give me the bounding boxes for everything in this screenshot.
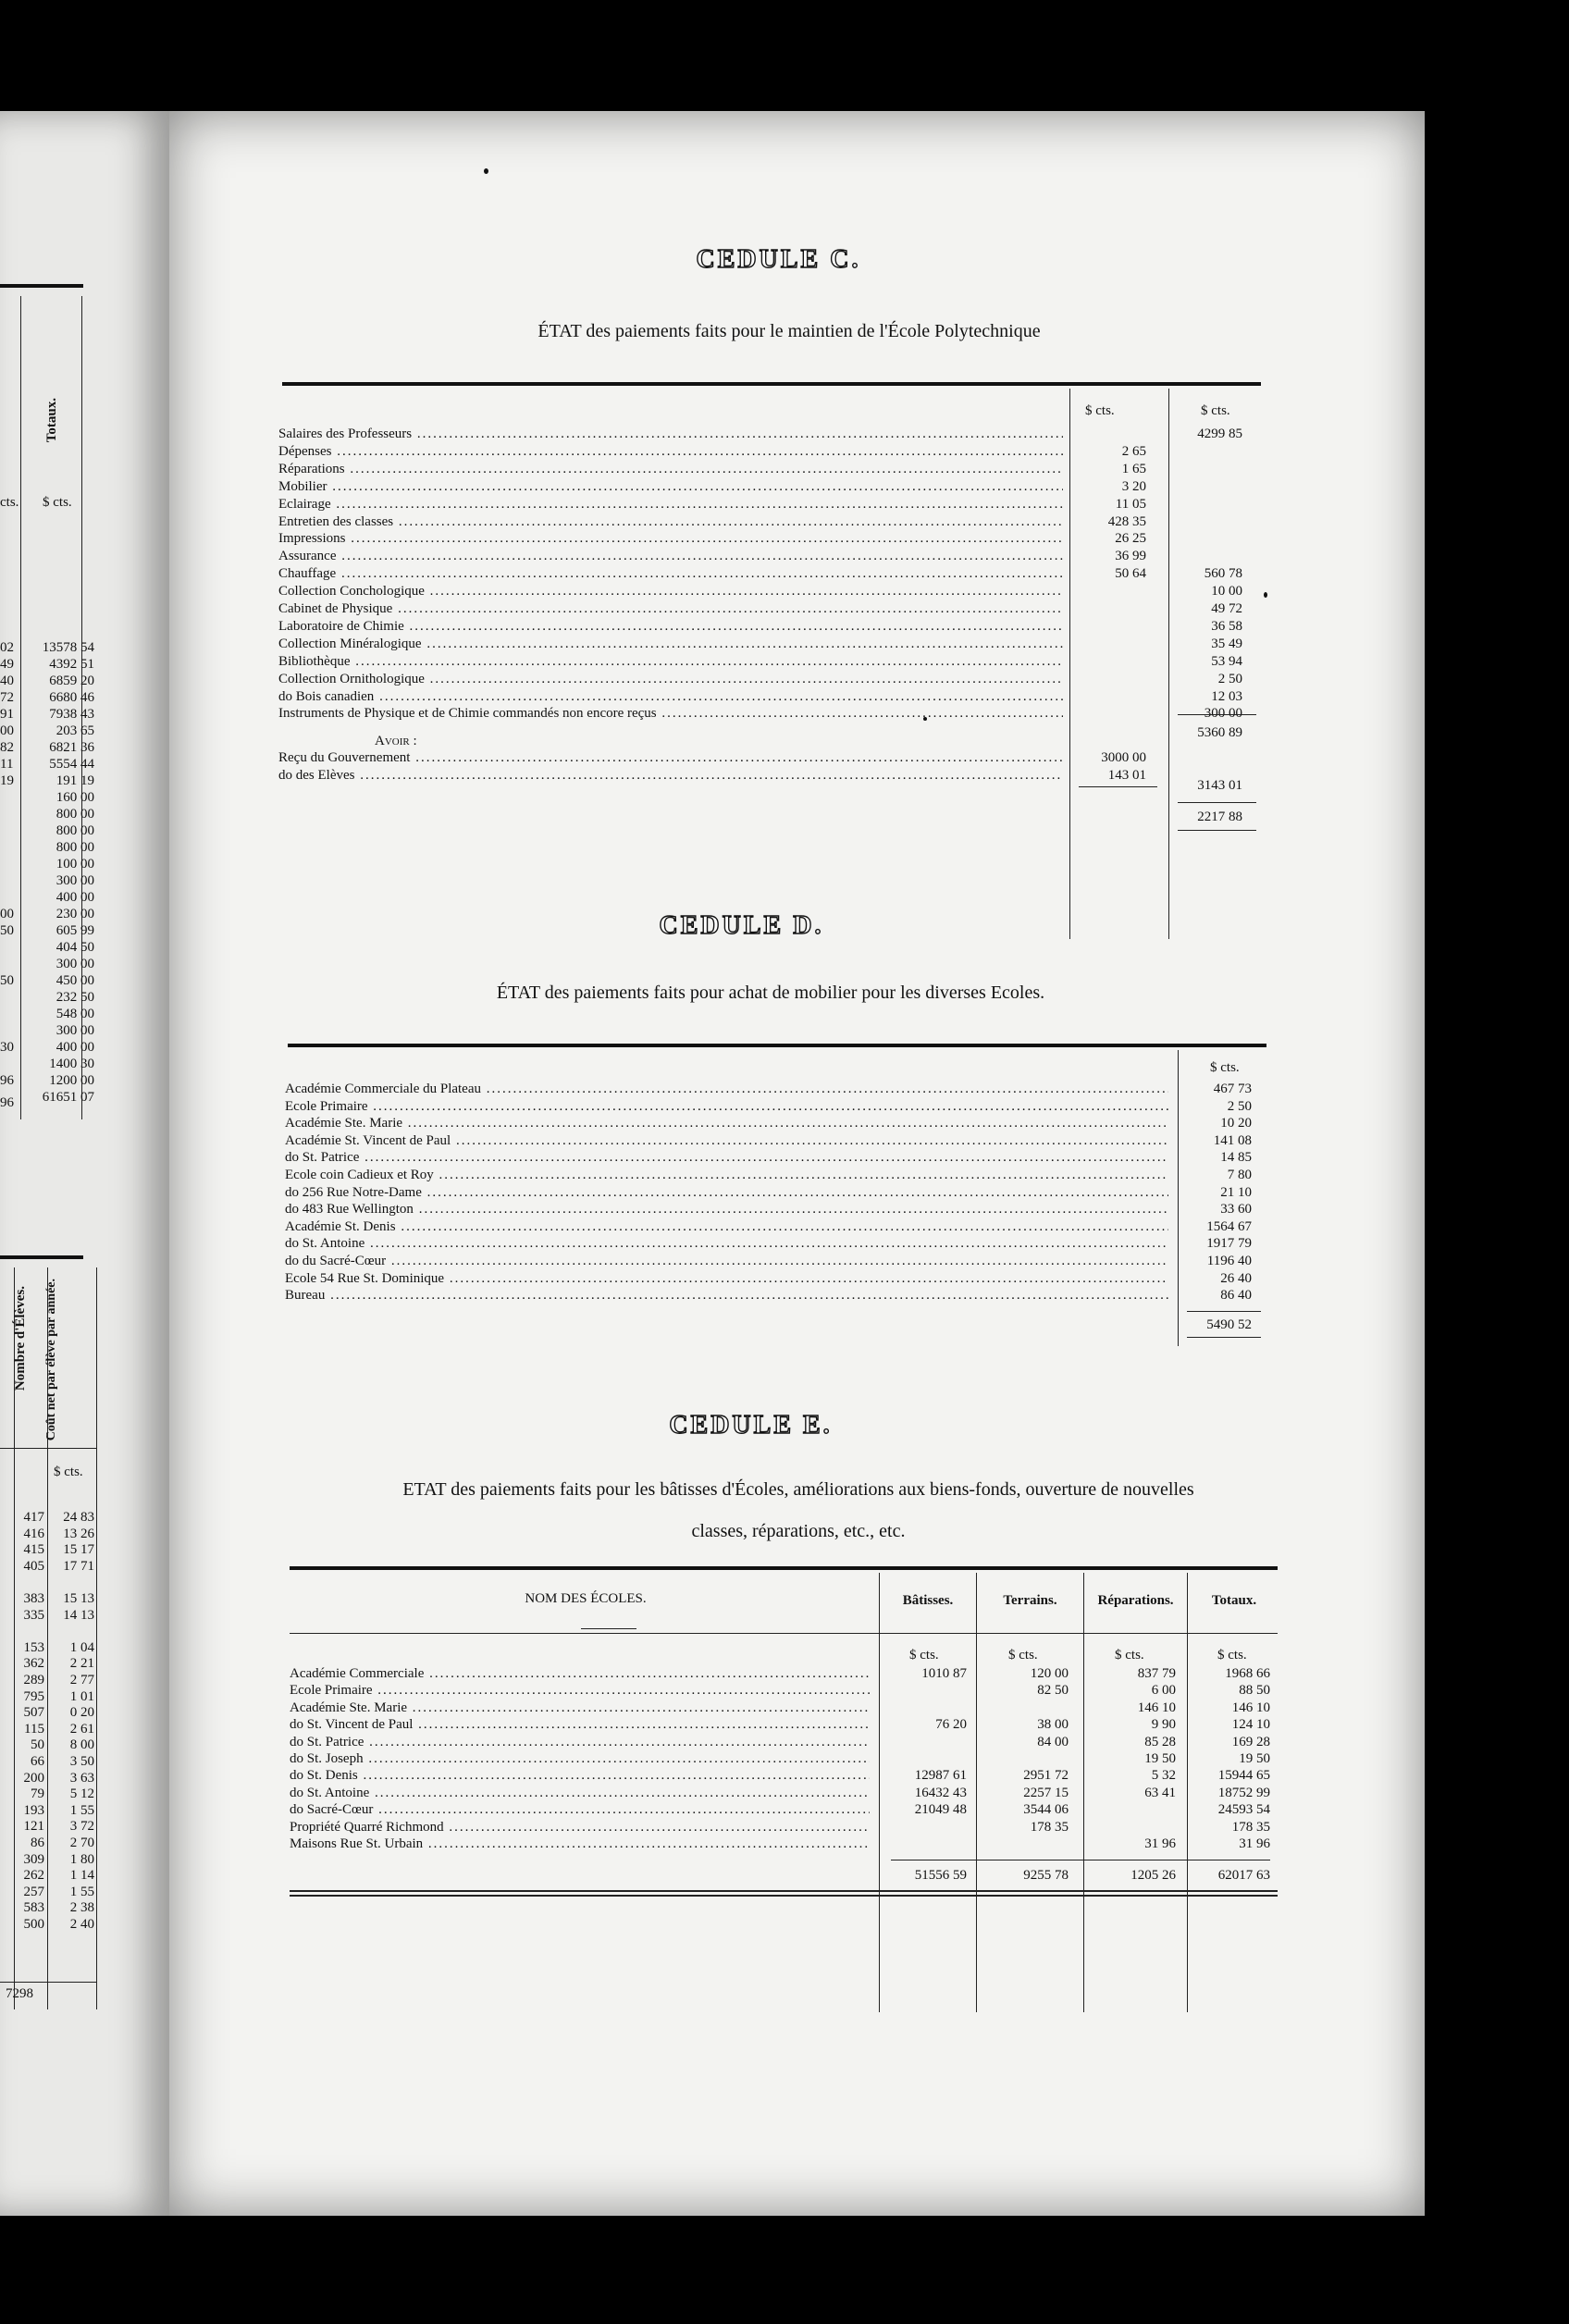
left-cout-value: 3 63 bbox=[69, 1770, 94, 1786]
left-totaux-value: 800 00 bbox=[56, 840, 94, 855]
row-value: 33 60 bbox=[1220, 1202, 1252, 1218]
left-eleves-value: 583 bbox=[23, 1900, 44, 1916]
row-value-reparations: 5 32 bbox=[1151, 1768, 1176, 1784]
cedule-e-total-terrains: 9255 78 bbox=[1023, 1868, 1069, 1883]
left-prev-value: 00 bbox=[0, 723, 14, 738]
row-value-reparations: 31 96 bbox=[1144, 1836, 1176, 1851]
row-value-totaux: 19 50 bbox=[1239, 1751, 1270, 1766]
table-row bbox=[278, 767, 1167, 785]
row-value-col1: 11 05 bbox=[1115, 496, 1146, 512]
row-value-batisses: 16432 43 bbox=[914, 1785, 967, 1800]
left-prev-value: 00 bbox=[0, 907, 14, 921]
left-totaux-value: 400 00 bbox=[56, 890, 94, 905]
cedule-c-col1-header: $ cts. bbox=[1085, 403, 1115, 418]
left-prev-value: 49 bbox=[0, 657, 14, 672]
left-header-eleves: Nombre d'Élèves. bbox=[13, 1286, 28, 1391]
row-value-totaux: 15944 65 bbox=[1217, 1768, 1270, 1784]
table-row bbox=[290, 1785, 1270, 1802]
table-row bbox=[285, 1184, 1266, 1202]
row-value: 7 80 bbox=[1227, 1168, 1252, 1182]
row-value: 86 40 bbox=[1220, 1288, 1252, 1304]
left-prev-value: 40 bbox=[0, 674, 14, 688]
left-eleves-value: 795 bbox=[23, 1688, 44, 1704]
row-value: 1564 67 bbox=[1206, 1218, 1252, 1234]
left-eleves-value: 405 bbox=[23, 1558, 44, 1574]
row-label: do St. Vincent de Paul ..... bbox=[290, 1716, 870, 1734]
left-totaux-value: 400 00 bbox=[56, 1040, 94, 1055]
left-prev-value: 72 bbox=[0, 690, 14, 705]
row-value: 141 08 bbox=[1213, 1132, 1252, 1148]
left-eleves-value: 417 bbox=[23, 1510, 44, 1525]
left-totaux-value: 548 00 bbox=[56, 1007, 94, 1021]
table-row bbox=[285, 1218, 1266, 1236]
row-label: do du Sacré-Cœur ..... bbox=[285, 1253, 1168, 1270]
cedule-e-header-terrains: Terrains. bbox=[1003, 1593, 1057, 1608]
row-value-col1: 1 65 bbox=[1121, 461, 1146, 476]
row-value-totaux: 24593 54 bbox=[1217, 1802, 1270, 1818]
row-value-col2: 35 49 bbox=[1211, 636, 1242, 651]
left-cout-value: 2 40 bbox=[69, 1917, 94, 1932]
cedule-e-header-reparations: Réparations. bbox=[1097, 1593, 1174, 1608]
row-value: 21 10 bbox=[1220, 1184, 1252, 1200]
left-cout-value: 2 70 bbox=[69, 1836, 94, 1850]
left-prev-value: 30 bbox=[0, 1040, 14, 1055]
row-value-totaux: 31 96 bbox=[1239, 1836, 1270, 1851]
row-value-totaux: 88 50 bbox=[1239, 1683, 1270, 1699]
left-totaux-value: 13578 54 bbox=[42, 640, 94, 655]
left-cout-value: 1 14 bbox=[69, 1868, 94, 1884]
cedule-c-avoir-label: Avoir : bbox=[375, 734, 417, 748]
left-cout-value: 15 17 bbox=[63, 1542, 94, 1558]
row-label: Collection Conchologique ..... bbox=[278, 583, 1063, 600]
left-eleves-value: 309 bbox=[23, 1851, 44, 1867]
row-value-totaux: 178 35 bbox=[1231, 1819, 1270, 1835]
table-row bbox=[290, 1734, 1270, 1751]
row-label: Mobilier ..... bbox=[278, 478, 1063, 496]
row-value: 26 40 bbox=[1220, 1270, 1252, 1286]
cedule-e-total-reparations: 1205 26 bbox=[1130, 1868, 1176, 1883]
row-value-col1: 26 25 bbox=[1115, 531, 1146, 547]
document-page bbox=[169, 111, 1425, 2216]
left-eleves-value: 335 bbox=[23, 1607, 44, 1623]
row-label: do St. Patrice ..... bbox=[285, 1149, 1168, 1167]
cedule-e-subtitle-line1: ETAT des paiements faits pour les bâtisses d'Écoles, améliorations aux biens-fonds, ouverture de nouvelles bbox=[402, 1479, 1194, 1500]
row-label: Ecole 54 Rue St. Dominique ..... bbox=[285, 1270, 1168, 1288]
row-value-col2: 300 00 bbox=[1204, 706, 1242, 722]
row-value-batisses: 21049 48 bbox=[914, 1802, 967, 1818]
row-label: do St. Patrice ..... bbox=[290, 1734, 870, 1751]
row-value-terrains: 38 00 bbox=[1037, 1717, 1069, 1733]
row-label: do St. Antoine ..... bbox=[290, 1785, 870, 1802]
left-eleves-value: 500 bbox=[23, 1917, 44, 1932]
table-row bbox=[278, 496, 1259, 513]
row-label: Eclairage ..... bbox=[278, 496, 1063, 513]
left-totaux-value: 605 99 bbox=[56, 923, 94, 938]
cedule-c-title: CEDULE C. bbox=[696, 245, 861, 274]
left-eleves-value: 200 bbox=[23, 1770, 44, 1786]
left-totaux-value: 300 00 bbox=[56, 1023, 94, 1038]
row-label: Entretien des classes ..... bbox=[278, 513, 1063, 531]
left-cout-value: 0 20 bbox=[69, 1705, 94, 1721]
row-value-totaux: 1968 66 bbox=[1225, 1666, 1270, 1681]
left-cout-value: 8 00 bbox=[69, 1737, 94, 1753]
table-row bbox=[285, 1115, 1266, 1132]
left-page-fragment bbox=[0, 111, 172, 2216]
left-totaux-value: 800 00 bbox=[56, 823, 94, 838]
row-label: Dépenses ..... bbox=[278, 443, 1063, 461]
row-label: Collection Ornithologique ..... bbox=[278, 671, 1063, 688]
left-prev-value: 50 bbox=[0, 923, 14, 938]
cedule-e-total-totaux: 62017 63 bbox=[1217, 1868, 1270, 1883]
row-value-terrains: 84 00 bbox=[1037, 1734, 1069, 1749]
row-label: Impressions ..... bbox=[278, 530, 1063, 548]
row-value-col1: 2 65 bbox=[1121, 443, 1146, 459]
row-value-totaux: 146 10 bbox=[1231, 1700, 1270, 1715]
row-label: do 483 Rue Wellington ..... bbox=[285, 1201, 1168, 1218]
table-row bbox=[285, 1287, 1266, 1304]
table-row bbox=[290, 1700, 1270, 1717]
left-totaux-value: 5554 44 bbox=[49, 757, 94, 772]
table-row bbox=[290, 1767, 1270, 1785]
row-label: Réparations ..... bbox=[278, 461, 1063, 478]
cedule-e-title: CEDULE E. bbox=[669, 1411, 833, 1440]
left-eleves-value: 193 bbox=[23, 1802, 44, 1818]
row-value-col2: 4299 85 bbox=[1197, 426, 1242, 441]
left-prev-value: 02 bbox=[0, 640, 14, 655]
left-thick-rule-2 bbox=[0, 1255, 83, 1259]
left-cout-value: 14 13 bbox=[63, 1607, 94, 1623]
left-totaux-value: 1200 00 bbox=[49, 1073, 94, 1088]
left-cout-value: 2 21 bbox=[69, 1656, 94, 1672]
left-cout-value: 1 04 bbox=[69, 1639, 94, 1655]
table-row bbox=[285, 1253, 1266, 1270]
left-cout-value: 15 13 bbox=[63, 1591, 94, 1606]
row-label: do des Elèves ..... bbox=[278, 767, 1063, 785]
left-thick-rule bbox=[0, 284, 83, 288]
row-value-reparations: 63 41 bbox=[1144, 1785, 1176, 1800]
table-row bbox=[285, 1098, 1266, 1116]
cedule-c-avoir-total: 3143 01 bbox=[1197, 778, 1242, 793]
row-value-col1: 50 64 bbox=[1115, 566, 1146, 582]
left-header-cout-cts: $ cts. bbox=[54, 1465, 83, 1479]
row-value-terrains: 178 35 bbox=[1030, 1819, 1069, 1835]
left-eleves-value: 86 bbox=[31, 1836, 44, 1850]
cedule-c-subtotal: 5360 89 bbox=[1197, 725, 1242, 740]
row-label: Laboratoire de Chimie ..... bbox=[278, 618, 1063, 636]
row-value-col1: 428 35 bbox=[1107, 513, 1146, 529]
left-totaux-value: 1400 30 bbox=[49, 1057, 94, 1071]
table-row bbox=[285, 1167, 1266, 1184]
row-value-col2: 36 58 bbox=[1211, 618, 1242, 634]
row-value-reparations: 9 90 bbox=[1151, 1717, 1176, 1733]
left-header-dollar-cts: $ cts. bbox=[43, 495, 72, 510]
row-label: Cabinet de Physique ..... bbox=[278, 600, 1063, 618]
row-value-reparations: 85 28 bbox=[1144, 1734, 1176, 1749]
left-prev-value: 50 bbox=[0, 973, 14, 988]
table-row bbox=[278, 688, 1259, 706]
row-label: Académie Commerciale ..... bbox=[290, 1665, 870, 1683]
left-prev-value: 11 bbox=[0, 757, 14, 772]
row-label: do Bois canadien ..... bbox=[278, 688, 1063, 706]
left-eleves-value: 115 bbox=[24, 1721, 44, 1737]
cedule-d-subtitle: ÉTAT des paiements faits pour achat de mobilier pour les diverses Ecoles. bbox=[496, 983, 1045, 1003]
left-totaux-value: 450 00 bbox=[56, 973, 94, 988]
table-row bbox=[285, 1149, 1266, 1167]
left-prev-total: 96 bbox=[0, 1095, 14, 1110]
table-row bbox=[278, 653, 1259, 671]
row-value: 14 85 bbox=[1220, 1150, 1252, 1166]
row-label: Bureau ..... bbox=[285, 1287, 1168, 1304]
left-totaux-value: 6821 36 bbox=[49, 740, 94, 755]
row-value-col2: 49 72 bbox=[1211, 601, 1242, 616]
left-header-cts: cts. bbox=[0, 495, 19, 510]
row-value-totaux: 169 28 bbox=[1231, 1734, 1270, 1749]
table-row bbox=[278, 530, 1259, 548]
left-totaux-value: 6680 46 bbox=[49, 690, 94, 705]
left-eleves-value: 507 bbox=[23, 1705, 44, 1721]
row-label: Salaires des Professeurs ..... bbox=[278, 426, 1063, 443]
row-value-col1: 3000 00 bbox=[1101, 750, 1146, 765]
left-totaux-value: 61651 07 bbox=[42, 1090, 94, 1105]
row-label: Académie Ste. Marie ..... bbox=[285, 1115, 1168, 1132]
row-label: Maisons Rue St. Urbain ..... bbox=[290, 1836, 870, 1853]
left-cout-value: 3 50 bbox=[69, 1754, 94, 1769]
row-value: 10 20 bbox=[1220, 1116, 1252, 1131]
table-row bbox=[278, 565, 1259, 583]
row-label: Reçu du Gouvernement ..... bbox=[278, 749, 1063, 767]
left-header-cout: Coût net par élève par année. bbox=[44, 1279, 58, 1441]
left-eleves-value: 362 bbox=[23, 1656, 44, 1672]
cedule-c-col2-header: $ cts. bbox=[1201, 403, 1230, 418]
left-cout-value: 1 80 bbox=[69, 1851, 94, 1867]
left-eleves-value: 66 bbox=[31, 1754, 44, 1769]
row-label: do St. Joseph ..... bbox=[290, 1750, 870, 1768]
row-label: Bibliothèque ..... bbox=[278, 653, 1063, 671]
table-row bbox=[278, 583, 1259, 600]
cedule-e-unit-batisses: $ cts. bbox=[909, 1648, 939, 1663]
table-row bbox=[290, 1819, 1270, 1836]
left-eleves-value: 121 bbox=[23, 1819, 44, 1835]
table-row bbox=[290, 1801, 1270, 1819]
left-eleves-value: 257 bbox=[23, 1884, 44, 1899]
cedule-e-unit-totaux: $ cts. bbox=[1217, 1648, 1247, 1663]
row-value-totaux: 124 10 bbox=[1231, 1717, 1270, 1733]
left-eleves-value: 153 bbox=[23, 1639, 44, 1655]
left-cout-value: 1 55 bbox=[69, 1802, 94, 1818]
row-label: Instruments de Physique et de Chimie commandés non encore reçus ..... bbox=[278, 705, 1063, 723]
left-cout-value: 2 61 bbox=[69, 1721, 94, 1737]
table-row bbox=[285, 1132, 1266, 1150]
cedule-d-title: CEDULE D. bbox=[659, 911, 824, 940]
row-value-reparations: 837 79 bbox=[1137, 1666, 1176, 1681]
table-row bbox=[285, 1235, 1266, 1253]
left-eleves-value: 79 bbox=[31, 1786, 44, 1802]
left-eleves-total: 7298 bbox=[6, 1986, 33, 2001]
left-totaux-value: 4392 51 bbox=[49, 657, 94, 672]
left-cout-value: 2 38 bbox=[69, 1900, 94, 1916]
left-totaux-value: 100 00 bbox=[56, 857, 94, 872]
row-label: Ecole Primaire ..... bbox=[285, 1098, 1168, 1116]
left-eleves-value: 415 bbox=[23, 1542, 44, 1558]
table-row bbox=[278, 636, 1259, 653]
table-row bbox=[285, 1201, 1266, 1218]
left-totaux-value: 7938 43 bbox=[49, 707, 94, 722]
cedule-d-total: 5490 52 bbox=[1206, 1317, 1252, 1332]
row-label: Collection Minéralogique ..... bbox=[278, 636, 1063, 653]
row-label: do 256 Rue Notre-Dame ..... bbox=[285, 1184, 1168, 1202]
row-label: do St. Antoine ..... bbox=[285, 1235, 1168, 1253]
table-row bbox=[290, 1716, 1270, 1734]
left-totaux-value: 230 00 bbox=[56, 907, 94, 921]
table-row bbox=[290, 1682, 1270, 1700]
left-cout-value: 13 26 bbox=[63, 1526, 94, 1541]
cedule-e-total-batisses: 51556 59 bbox=[914, 1868, 967, 1883]
left-totaux-value: 800 00 bbox=[56, 807, 94, 822]
table-row bbox=[290, 1836, 1270, 1853]
left-cout-value: 1 01 bbox=[69, 1688, 94, 1704]
row-value-col1: 36 99 bbox=[1115, 549, 1146, 564]
row-label: Académie Ste. Marie ..... bbox=[290, 1700, 870, 1717]
row-value: 1196 40 bbox=[1206, 1254, 1252, 1268]
row-value-col2: 12 03 bbox=[1211, 688, 1242, 704]
left-totaux-value: 404 50 bbox=[56, 940, 94, 955]
cedule-e-subtitle-line2: classes, réparations, etc., etc. bbox=[691, 1521, 906, 1541]
row-label: Propriété Quarré Richmond ..... bbox=[290, 1819, 870, 1836]
row-value-col1: 143 01 bbox=[1107, 768, 1146, 783]
row-value-col2: 53 94 bbox=[1211, 653, 1242, 669]
left-eleves-value: 262 bbox=[23, 1868, 44, 1884]
row-value-terrains: 2257 15 bbox=[1023, 1785, 1069, 1800]
left-prev-value: 96 bbox=[0, 1073, 14, 1088]
left-totaux-value: 232 50 bbox=[56, 990, 94, 1005]
cedule-e-unit-terrains: $ cts. bbox=[1008, 1648, 1038, 1663]
cedule-c-subtitle: ÉTAT des paiements faits pour le maintien de l'École Polytechnique bbox=[537, 321, 1041, 341]
table-row bbox=[278, 478, 1259, 496]
left-eleves-value: 289 bbox=[23, 1673, 44, 1687]
table-row bbox=[278, 426, 1259, 443]
table-row bbox=[278, 548, 1259, 565]
left-totaux-value: 160 00 bbox=[56, 790, 94, 805]
row-value: 1917 79 bbox=[1206, 1236, 1252, 1252]
table-row bbox=[278, 461, 1259, 478]
row-value-col2: 2 50 bbox=[1217, 671, 1242, 686]
left-eleves-value: 383 bbox=[23, 1591, 44, 1606]
row-value: 2 50 bbox=[1227, 1098, 1252, 1114]
table-row bbox=[278, 749, 1167, 767]
row-value-terrains: 120 00 bbox=[1030, 1666, 1069, 1681]
left-eleves-value: 50 bbox=[31, 1737, 44, 1753]
table-row bbox=[278, 618, 1259, 636]
left-prev-value: 91 bbox=[0, 707, 14, 722]
row-value-terrains: 3544 06 bbox=[1023, 1802, 1069, 1818]
row-value-reparations: 19 50 bbox=[1144, 1751, 1176, 1766]
left-cout-value: 1 55 bbox=[69, 1884, 94, 1899]
row-label: do St. Denis ..... bbox=[290, 1767, 870, 1785]
left-prev-value: 19 bbox=[0, 773, 14, 788]
cedule-e-header-totaux: Totaux. bbox=[1211, 1593, 1257, 1608]
table-row bbox=[285, 1270, 1266, 1288]
row-label: Académie St. Vincent de Paul ..... bbox=[285, 1132, 1168, 1150]
table-row bbox=[290, 1665, 1270, 1683]
cedule-c-balance: 2217 88 bbox=[1197, 810, 1242, 824]
table-row bbox=[278, 513, 1259, 531]
cedule-d-col-header: $ cts. bbox=[1210, 1060, 1240, 1075]
row-value-reparations: 146 10 bbox=[1137, 1700, 1176, 1715]
row-value: 467 73 bbox=[1213, 1082, 1252, 1096]
row-label: do Sacré-Cœur ..... bbox=[290, 1801, 870, 1819]
row-label: Assurance ..... bbox=[278, 548, 1063, 565]
left-totaux-value: 300 00 bbox=[56, 957, 94, 971]
left-totaux-value: 300 00 bbox=[56, 873, 94, 888]
left-eleves-value: 416 bbox=[23, 1526, 44, 1541]
left-cout-value: 2 77 bbox=[69, 1673, 94, 1687]
row-value-terrains: 82 50 bbox=[1037, 1683, 1069, 1699]
row-label: Académie St. Denis ..... bbox=[285, 1218, 1168, 1236]
left-header-totaux: Totaux. bbox=[44, 398, 59, 443]
cedule-e-header-batisses: Bâtisses. bbox=[902, 1593, 954, 1608]
row-label: Académie Commerciale du Plateau ..... bbox=[285, 1081, 1168, 1098]
left-cout-value: 5 12 bbox=[69, 1786, 94, 1802]
row-label: Chauffage ..... bbox=[278, 565, 1063, 583]
left-cout-value: 3 72 bbox=[69, 1819, 94, 1835]
row-value-batisses: 76 20 bbox=[935, 1717, 967, 1733]
row-value-batisses: 1010 87 bbox=[921, 1666, 967, 1681]
row-value-terrains: 2951 72 bbox=[1023, 1768, 1069, 1784]
left-cout-value: 17 71 bbox=[63, 1558, 94, 1574]
row-value-col2: 560 78 bbox=[1204, 566, 1242, 582]
row-value-col2: 10 00 bbox=[1211, 584, 1242, 600]
row-value-reparations: 6 00 bbox=[1151, 1683, 1176, 1699]
table-row bbox=[290, 1750, 1270, 1768]
cedule-e-header-nom: NOM DES ÉCOLES. bbox=[525, 1591, 647, 1606]
left-cout-value: 24 83 bbox=[63, 1510, 94, 1525]
table-row bbox=[278, 705, 1259, 723]
left-prev-value: 82 bbox=[0, 740, 14, 755]
left-totaux-value: 6859 20 bbox=[49, 674, 94, 688]
row-label: Ecole Primaire ..... bbox=[290, 1682, 870, 1700]
row-value-col1: 3 20 bbox=[1121, 478, 1146, 494]
table-row bbox=[278, 671, 1259, 688]
table-row bbox=[285, 1081, 1266, 1098]
table-row bbox=[278, 600, 1259, 618]
row-value-batisses: 12987 61 bbox=[914, 1768, 967, 1784]
row-value-totaux: 18752 99 bbox=[1217, 1785, 1270, 1800]
left-totaux-value: 191 19 bbox=[56, 773, 94, 788]
left-totaux-value: 203 65 bbox=[56, 723, 94, 738]
table-row bbox=[278, 443, 1259, 461]
row-label: Ecole coin Cadieux et Roy ..... bbox=[285, 1167, 1168, 1184]
cedule-e-unit-reparations: $ cts. bbox=[1115, 1648, 1144, 1663]
